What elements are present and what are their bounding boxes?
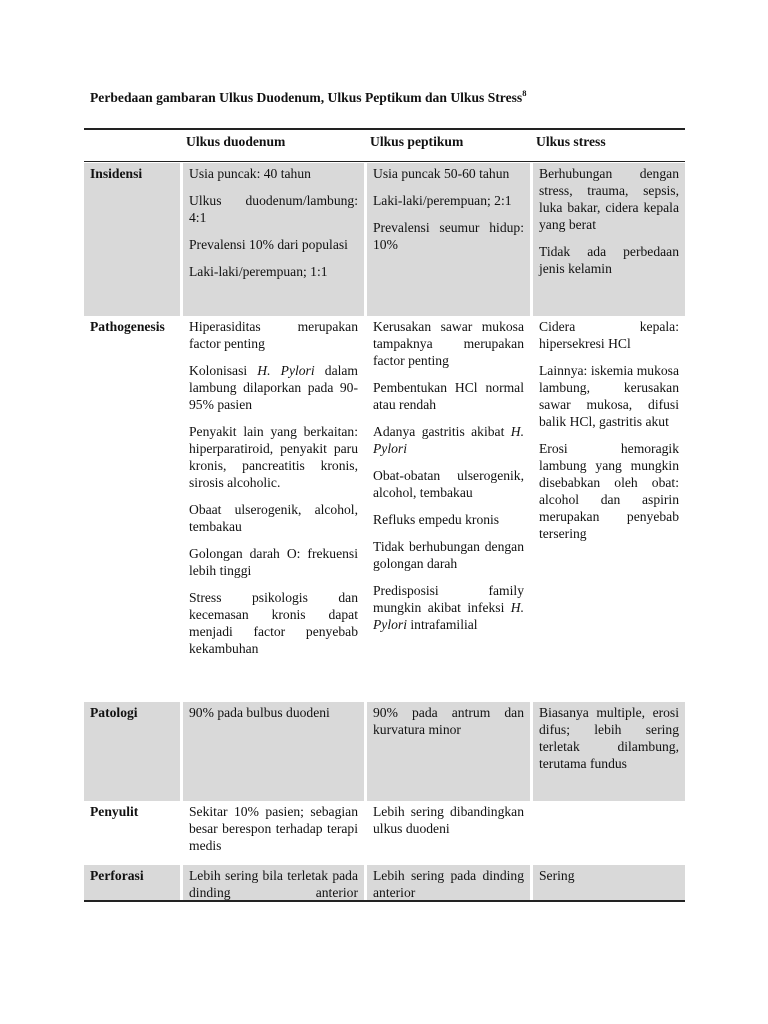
cell-paragraph: Laki-laki/perempuan; 1:1 bbox=[189, 264, 328, 279]
cell-paragraph: Sering bbox=[539, 868, 575, 883]
cell-paragraph: Obat-obatan ulserogenik, alcohol, tembakau bbox=[373, 468, 524, 500]
cell-paragraph: Stress psikologis dan kecemasan kronis dapat menjadi factor penyebab kekambuhan bbox=[189, 590, 358, 656]
cell-duodenum bbox=[180, 801, 364, 865]
cell-paragraph: Lainnya: iskemia mukosa lambung, kerusakan sawar mukosa, difusi balik HCl, gastritis akut bbox=[539, 363, 679, 429]
cell-duodenum bbox=[180, 865, 364, 900]
cell-paragraph: Tidak ada perbedaan jenis kelamin bbox=[539, 244, 679, 276]
cell-paragraph: Tidak berhubungan dengan golongan darah bbox=[373, 539, 524, 571]
cell-peptikum bbox=[364, 702, 530, 801]
document-title bbox=[90, 89, 526, 106]
header-ulkus-stress: Ulkus stress bbox=[536, 134, 606, 149]
comparison-table bbox=[84, 128, 685, 902]
table-row-penyulit bbox=[84, 801, 685, 865]
cell-paragraph: Obaat ulserogenik, alcohol, tembakau bbox=[189, 502, 358, 534]
cell-peptikum bbox=[364, 316, 530, 702]
cell-duodenum bbox=[180, 163, 364, 316]
cell-paragraph: Cidera kepala: hipersekresi HCl bbox=[539, 319, 679, 351]
cell-paragraph: 90% pada antrum dan kurvatura minor bbox=[373, 705, 524, 737]
cell-paragraph: Ulkus duodenum/lambung: 4:1 bbox=[189, 193, 358, 225]
cell-paragraph: Kolonisasi H. Pylori dalam lambung dilaporkan pada 90-95% pasien bbox=[189, 363, 358, 412]
header-ulkus-duodenum: Ulkus duodenum bbox=[186, 134, 286, 149]
cell-stress bbox=[530, 163, 685, 316]
cell-paragraph: Lebih sering dibandingkan ulkus duodeni bbox=[373, 804, 524, 836]
cell-paragraph: Golongan darah O: frekuensi lebih tinggi bbox=[189, 546, 358, 578]
table-row-pathogenesis bbox=[84, 316, 685, 702]
cell-paragraph: Hiperasiditas merupakan factor penting bbox=[189, 319, 358, 351]
cell-paragraph: Prevalensi 10% dari populasi bbox=[189, 237, 348, 252]
cell-paragraph: Usia puncak 50-60 tahun bbox=[373, 166, 510, 181]
cell-paragraph: Laki-laki/perempuan; 2:1 bbox=[373, 193, 512, 208]
table-row-insidensi bbox=[84, 163, 685, 316]
cell-stress bbox=[530, 316, 685, 702]
cell-paragraph: Sekitar 10% pasien; sebagian besar berespon terhadap terapi medis bbox=[189, 804, 358, 853]
cell-stress bbox=[530, 865, 685, 900]
table-row-patologi bbox=[84, 702, 685, 801]
cell-stress bbox=[530, 801, 685, 865]
cell-paragraph: Predisposisi family mungkin akibat infeksi H. Pylori intrafamilial bbox=[373, 583, 524, 632]
cell-paragraph: Prevalensi seumur hidup: 10% bbox=[373, 220, 524, 252]
header-empty bbox=[84, 130, 180, 161]
table-header-row bbox=[84, 130, 685, 162]
row-label: Pathogenesis bbox=[90, 319, 165, 334]
cell-stress bbox=[530, 702, 685, 801]
header-ulkus-peptikum: Ulkus peptikum bbox=[370, 134, 464, 149]
cell-paragraph: Usia puncak: 40 tahun bbox=[189, 166, 311, 181]
cell-duodenum bbox=[180, 316, 364, 702]
cell-paragraph: 90% pada bulbus duodeni bbox=[189, 705, 330, 720]
cell-paragraph: Pembentukan HCl normal atau rendah bbox=[373, 380, 524, 412]
row-label: Insidensi bbox=[90, 166, 143, 181]
cell-paragraph: Biasanya multiple, erosi difus; lebih sering terletak dilambung, terutama fundus bbox=[539, 705, 679, 771]
table-row-perforasi bbox=[84, 865, 685, 900]
cell-duodenum bbox=[180, 702, 364, 801]
cell-peptikum bbox=[364, 865, 530, 900]
row-label: Perforasi bbox=[90, 868, 144, 883]
title-text: Perbedaan gambaran Ulkus Duodenum, Ulkus Peptikum dan Ulkus Stress bbox=[90, 90, 523, 105]
cell-paragraph: Penyakit lain yang berkaitan: hiperparatiroid, penyakit paru kronis, pancreatitis kronis, sirosis alcoholic. bbox=[189, 424, 358, 490]
cell-peptikum bbox=[364, 801, 530, 865]
cell-paragraph: Lebih sering bila terletak pada dinding anterior bbox=[189, 868, 358, 900]
cell-paragraph: Adanya gastritis akibat H. Pylori bbox=[373, 424, 524, 456]
cell-peptikum bbox=[364, 163, 530, 316]
title-footnote: 8 bbox=[522, 88, 527, 98]
row-label: Patologi bbox=[90, 705, 138, 720]
cell-paragraph: Refluks empedu kronis bbox=[373, 512, 500, 527]
cell-paragraph: Kerusakan sawar mukosa tampaknya merupakan factor penting bbox=[373, 319, 524, 368]
cell-paragraph: Berhubungan dengan stress, trauma, sepsis, luka bakar, cidera kepala yang berat bbox=[539, 166, 679, 232]
cell-paragraph: Erosi hemoragik lambung yang mungkin disebabkan oleh obat: alcohol dan aspirin merupakan penyebab tersering bbox=[539, 441, 679, 541]
cell-paragraph: Lebih sering pada dinding anterior bbox=[373, 868, 524, 900]
row-label: Penyulit bbox=[90, 804, 139, 819]
